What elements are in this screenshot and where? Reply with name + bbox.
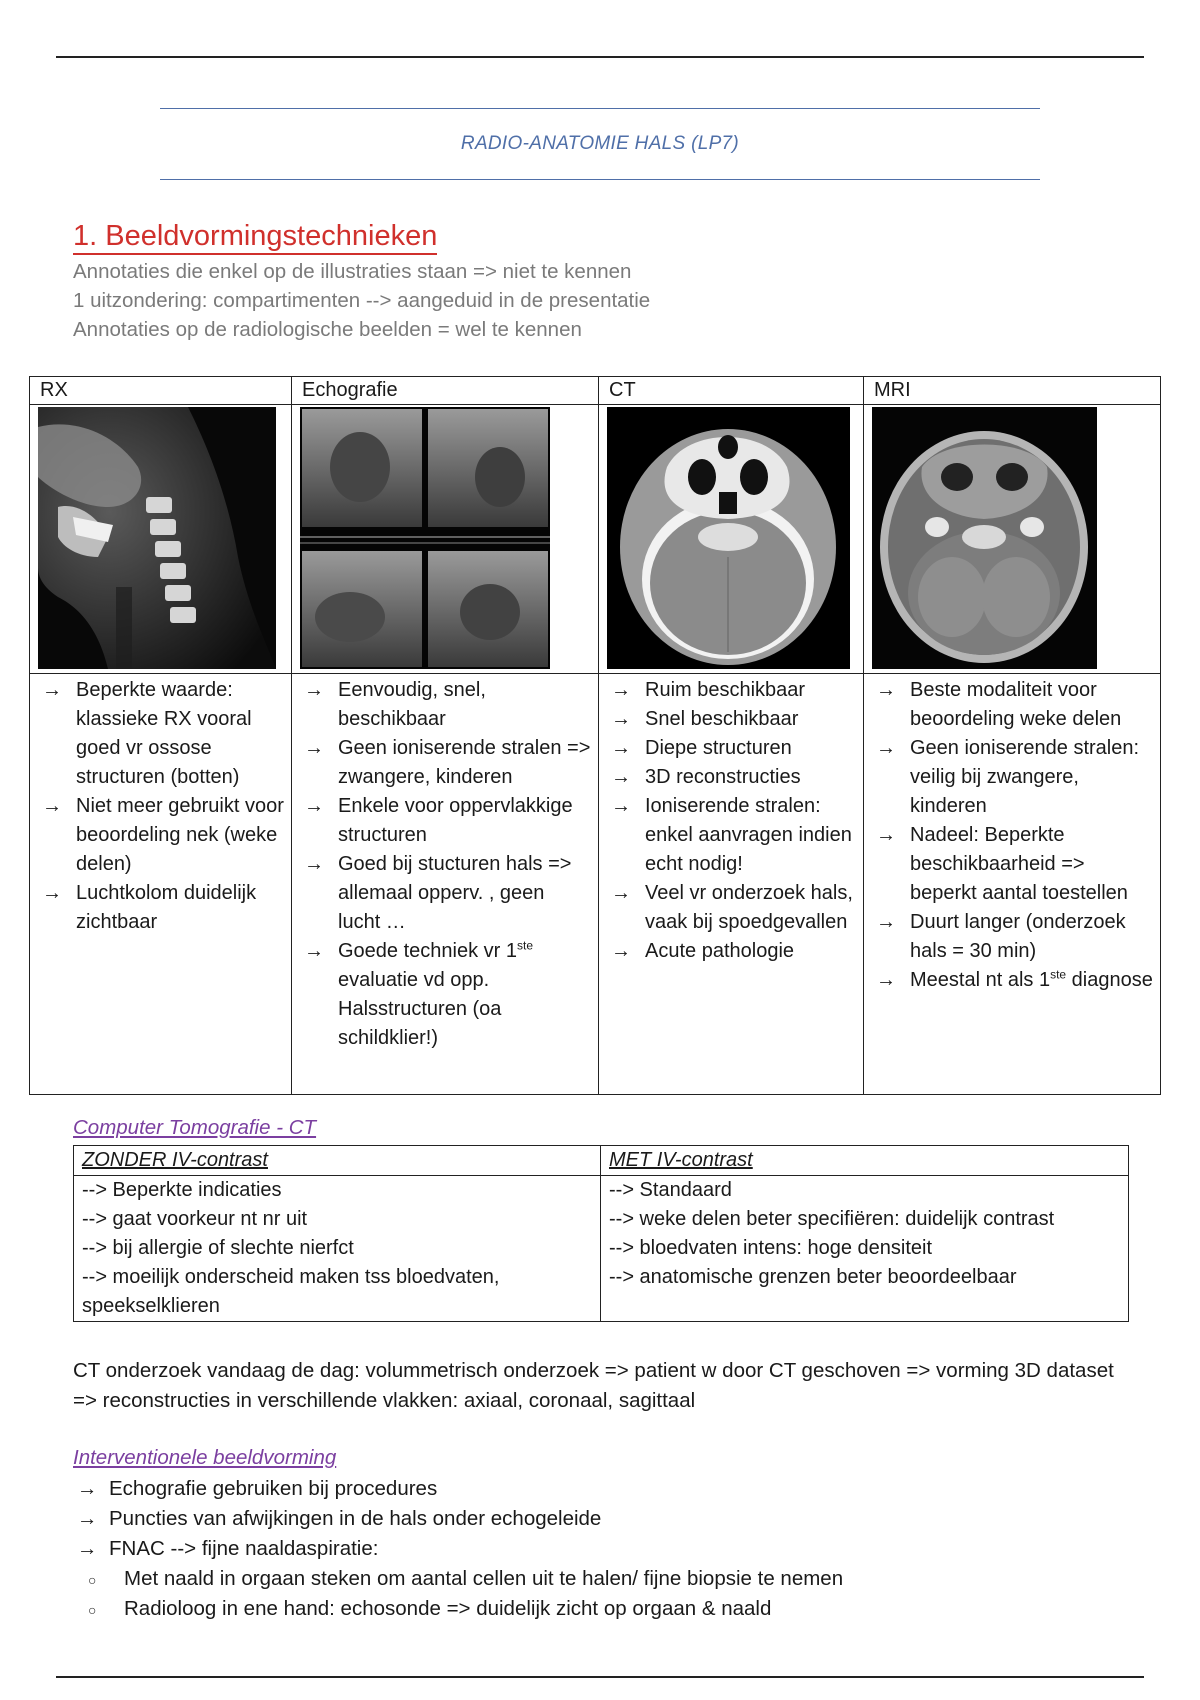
mri-points xyxy=(870,676,1154,995)
list-item-text: evaluatie vd opp. Halsstructuren (oa schildklier!) xyxy=(338,969,502,1049)
table-line: --> moeilijk onderscheid maken tss bloedvaten, speekselklieren xyxy=(82,1266,500,1317)
ct-table-header-row xyxy=(74,1146,1129,1176)
table-line: --> gaat voorkeur nt nr uit xyxy=(82,1208,308,1230)
interventional-title: Interventionele beeldvorming xyxy=(73,1446,337,1469)
echo-points xyxy=(298,676,592,1053)
section-heading: 1. Beeldvormingstechnieken xyxy=(73,220,437,255)
modalities-image-row xyxy=(30,405,1161,674)
list-item: → Eenvoudig, snel, beschikbaar xyxy=(298,676,592,734)
list-item: → Beperkte waarde: klassieke RX vooral goed vr ossose structuren (botten) xyxy=(36,676,285,792)
bottom-rule xyxy=(56,1676,1144,1678)
list-item: → Goed bij stucturen hals => allemaal opperv. , geen lucht … xyxy=(298,850,592,937)
ct-with-cell xyxy=(601,1176,1129,1322)
echo-points-cell xyxy=(292,674,599,1095)
modality-header-echo: Echografie xyxy=(292,377,599,405)
list-item: → Duurt langer (onderzoek hals = 30 min) xyxy=(870,908,1154,966)
list-item: → Echografie gebruiken bij procedures xyxy=(73,1474,601,1504)
list-item: → 3D reconstructies xyxy=(605,763,857,792)
document-title-box xyxy=(160,108,1040,180)
rx-points xyxy=(36,676,285,937)
document-title: RADIO-ANATOMIE HALS (LP7) xyxy=(460,133,740,154)
ct-table-body-row xyxy=(74,1176,1129,1322)
top-rule xyxy=(56,56,1144,58)
list-item: → Acute pathologie xyxy=(605,937,857,966)
mri-points-cell xyxy=(864,674,1161,1095)
mri-image-cell xyxy=(864,405,1161,674)
rx-image-cell xyxy=(30,405,292,674)
list-item: → Luchtkolom duidelijk zichtbaar xyxy=(36,879,285,937)
modalities-header-row xyxy=(30,377,1161,405)
list-item: → Geen ioniserende stralen: veilig bij zwangere, kinderen xyxy=(870,734,1154,821)
list-item-text: Meestal nt als 1 xyxy=(910,969,1051,991)
ct-section-title: Computer Tomografie - CT xyxy=(73,1116,317,1139)
modalities-table xyxy=(29,376,1161,1095)
section-notes xyxy=(73,257,650,344)
ct-image-cell xyxy=(599,405,864,674)
mri-image xyxy=(872,407,1097,669)
list-item: ○ Radioloog in ene hand: echosonde => duidelijk zicht op orgaan & naald xyxy=(88,1594,843,1624)
list-item: → Nadeel: Beperkte beschikbaarheid => beperkt aantal toestellen xyxy=(870,821,1154,908)
rx-points-cell xyxy=(30,674,292,1095)
table-line: --> bloedvaten intens: hoge densiteit xyxy=(609,1237,932,1259)
table-line: --> weke delen beter specifiëren: duidelijk contrast xyxy=(609,1208,1055,1230)
list-item: → Diepe structuren xyxy=(605,734,857,763)
modality-header-ct: CT xyxy=(599,377,864,405)
list-item xyxy=(870,966,1154,995)
list-item-text: Goede techniek vr 1 xyxy=(338,940,517,962)
note-line: 1 uitzondering: compartimenten --> aangeduid in de presentatie xyxy=(73,289,651,312)
superscript: ste xyxy=(517,938,534,953)
ct-header-with: MET IV-contrast xyxy=(601,1146,1129,1176)
list-item: → Snel beschikbaar xyxy=(605,705,857,734)
modality-header-mri: MRI xyxy=(864,377,1161,405)
list-item: → Beste modaliteit voor beoordeling weke delen xyxy=(870,676,1154,734)
echo-image-cell xyxy=(292,405,599,674)
list-item: → Niet meer gebruikt voor beoordeling nek (weke delen) xyxy=(36,792,285,879)
list-item: → FNAC --> fijne naaldaspiratie: xyxy=(73,1534,601,1564)
echo-image xyxy=(300,407,550,669)
list-item: → Enkele voor oppervlakkige structuren xyxy=(298,792,592,850)
note-line: Annotaties op de radiologische beelden = wel te kennen xyxy=(73,318,582,341)
ct-points-cell xyxy=(599,674,864,1095)
interventional-points xyxy=(73,1474,601,1564)
note-line: Annotaties die enkel op de illustraties staan => niet te kennen xyxy=(73,260,632,283)
list-item: → Geen ioniserende stralen => zwangere, kinderen xyxy=(298,734,592,792)
list-item xyxy=(298,937,592,1053)
superscript: ste xyxy=(1050,967,1067,982)
list-item-text: diagnose xyxy=(1071,969,1153,991)
list-item: → Ioniserende stralen: enkel aanvragen indien echt nodig! xyxy=(605,792,857,879)
rx-image xyxy=(38,407,276,669)
ct-paragraph: CT onderzoek vandaag de dag: volummetrisch onderzoek => patient w door CT geschoven => vorming 3D dataset => reconstructies in verschillende vlakken: axiaal, coronaal, sagittaal xyxy=(73,1359,1114,1412)
table-line: --> anatomische grenzen beter beoordeelbaar xyxy=(609,1266,1017,1288)
ct-without-cell xyxy=(74,1176,601,1322)
modalities-text-row xyxy=(30,674,1161,1095)
table-line: --> Beperkte indicaties xyxy=(82,1179,282,1201)
list-item: → Ruim beschikbaar xyxy=(605,676,857,705)
list-item: → Puncties van afwijkingen in de hals onder echogeleide xyxy=(73,1504,601,1534)
modality-header-rx: RX xyxy=(30,377,292,405)
ct-points xyxy=(605,676,857,966)
list-item: → Veel vr onderzoek hals, vaak bij spoedgevallen xyxy=(605,879,857,937)
list-item: ○ Met naald in orgaan steken om aantal cellen uit te halen/ fijne biopsie te nemen xyxy=(88,1564,843,1594)
ct-image xyxy=(607,407,850,669)
table-line: --> bij allergie of slechte nierfct xyxy=(82,1237,354,1259)
interventional-subpoints xyxy=(88,1564,843,1624)
ct-contrast-table xyxy=(73,1145,1129,1322)
ct-header-without: ZONDER IV-contrast xyxy=(74,1146,601,1176)
table-line: --> Standaard xyxy=(609,1179,732,1201)
